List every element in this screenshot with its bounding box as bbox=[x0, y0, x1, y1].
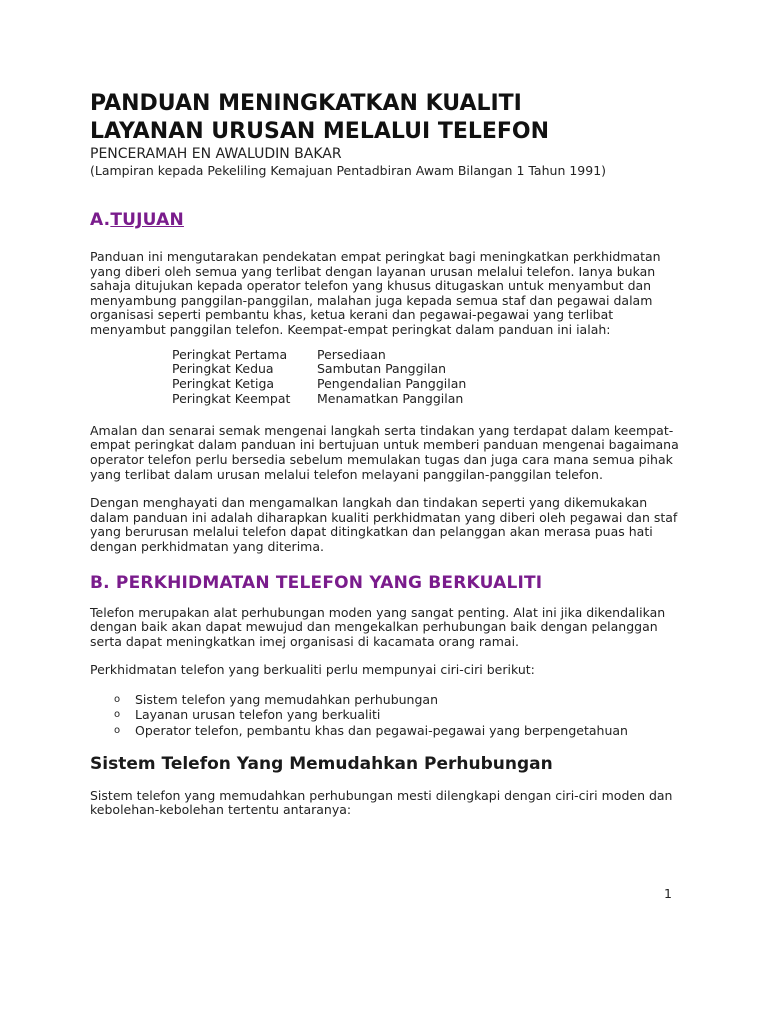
level-row bbox=[172, 348, 680, 363]
section-a-heading bbox=[90, 209, 680, 231]
circular-reference-note: (Lampiran kepada Pekeliling Kemajuan Pentadbiran Awam Bilangan 1 Tahun 1991) bbox=[90, 163, 607, 178]
list-item-text: Sistem telefon yang memudahkan perhubungan bbox=[135, 691, 438, 707]
subsection-heading: Sistem Telefon Yang Memudahkan Perhubungan bbox=[90, 753, 553, 774]
list-item bbox=[114, 723, 680, 739]
section-b-paragraph-1: Telefon merupakan alat perhubungan moden yang sangat penting. Alat ini jika dikendalikan dengan baik akan dapat mewujud dan mengekalkan perhubungan baik dengan pelanggan serta dapat meningkatkan imej organisasi di kacamata orang ramai. bbox=[90, 604, 666, 649]
section-a-number: A. bbox=[90, 210, 111, 230]
section-b-paragraph-2: Perkhidmatan telefon yang berkualiti perlu mempunyai ciri-ciri berikut: bbox=[90, 662, 535, 678]
list-item-text: Operator telefon, pembantu khas dan pegawai-pegawai yang berpengetahuan bbox=[135, 723, 628, 739]
level-row bbox=[172, 377, 680, 392]
list-item bbox=[114, 707, 680, 723]
level-desc: Pengendalian Panggilan bbox=[317, 376, 467, 392]
subsection-paragraph-1: Sistem telefon yang memudahkan perhubungan mesti dilengkapi dengan ciri-ciri moden dan kebolehan-kebolehan tertentu antaranya: bbox=[90, 787, 673, 818]
level-name: Peringkat Kedua bbox=[172, 361, 274, 377]
section-a-paragraph-3: Dengan menghayati dan mengamalkan langkah dan tindakan seperti yang dikemukakan dalam panduan ini adalah diharapkan kualiti perkhidmatan yang diberi oleh pegawai dan staf yang berurusan melalui telefon dapat ditingkatkan dan pelanggan akan merasa puas hati dengan perkhidmatan yang diterima. bbox=[90, 495, 678, 554]
level-row bbox=[172, 362, 680, 377]
section-b-title: B. PERKHIDMATAN TELEFON YANG BERKUALITI bbox=[90, 572, 543, 593]
section-a-paragraph-2: Amalan dan senarai semak mengenai langkah serta tindakan yang terdapat dalam keempat-empat peringkat dalam panduan ini bertujuan untuk memberi panduan mengenai bagaimana operator telefon perlu bersedia sebelum memulakan tugas dan juga cara mana semua pihak yang terlibat dalam urusan melalui telefon melayani panggilan-panggilan telefon. bbox=[90, 422, 679, 482]
bullet-marker: o bbox=[114, 725, 121, 737]
quality-features-list bbox=[90, 692, 680, 739]
page-number: 1 bbox=[664, 886, 672, 901]
section-a-title: TUJUAN bbox=[110, 210, 184, 230]
document-page bbox=[90, 90, 680, 818]
list-item bbox=[114, 692, 680, 708]
document-title bbox=[90, 90, 680, 146]
bullet-marker: o bbox=[114, 693, 121, 705]
levels-table bbox=[172, 348, 680, 407]
section-b-heading bbox=[90, 572, 680, 594]
level-name: Peringkat Ketiga bbox=[172, 376, 275, 392]
level-name: Peringkat Keempat bbox=[172, 390, 291, 406]
title-line-1: PANDUAN MENINGKATKAN KUALITI bbox=[90, 91, 522, 116]
title-line-2: LAYANAN URUSAN MELALUI TELEFON bbox=[90, 119, 550, 144]
level-desc: Persediaan bbox=[317, 346, 386, 362]
level-name: Peringkat Pertama bbox=[172, 346, 288, 362]
level-row bbox=[172, 392, 680, 407]
section-a-paragraph-1: Panduan ini mengutarakan pendekatan empat peringkat bagi meningkatkan perkhidmatan yang diberi oleh semua yang terlibat dengan layanan urusan melalui telefon. Ianya bukan sahaja ditujukan kepada operator telefon yang khusus ditugaskan untuk menyambut dan menyambung panggilan-panggilan, malahan juga kepada semua staf dan pegawai dalam organisasi seperti pembantu khas, ketua kerani dan pegawai-pegawai yang terlibat menyambut panggilan telefon. Keempat-empat peringkat dalam panduan ini ialah: bbox=[90, 249, 661, 337]
bullet-marker: o bbox=[114, 709, 121, 721]
list-item-text: Layanan urusan telefon yang berkualiti bbox=[135, 707, 381, 723]
speaker-line: PENCERAMAH EN AWALUDIN BAKAR bbox=[90, 146, 342, 162]
level-desc: Menamatkan Panggilan bbox=[317, 390, 464, 406]
level-desc: Sambutan Panggilan bbox=[317, 361, 447, 377]
